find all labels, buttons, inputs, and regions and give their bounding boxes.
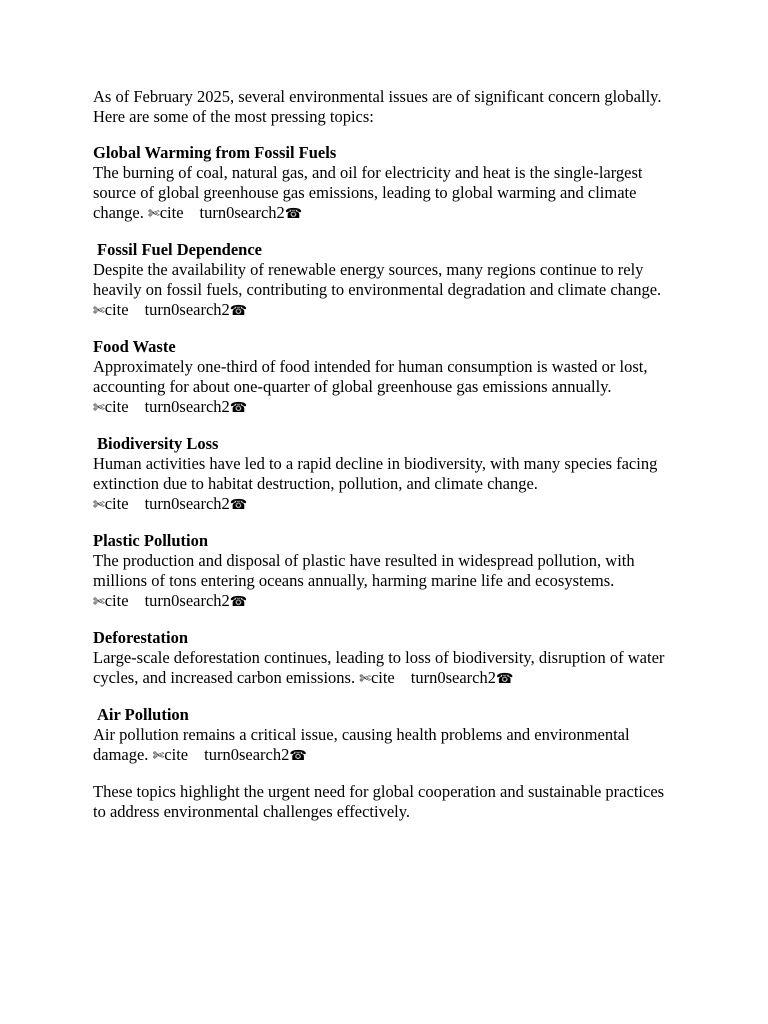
citation [93, 300, 247, 319]
scissors-icon: ✄ [93, 400, 105, 416]
cite-source: turn0search2 [144, 300, 230, 319]
section-text [93, 357, 673, 418]
phone-icon: ☎ [284, 206, 303, 222]
section-text [93, 260, 673, 321]
cite-word: cite [370, 668, 395, 687]
scissors-icon: ✄ [93, 303, 105, 319]
scissors-icon: ✄ [147, 206, 160, 222]
phone-icon: ☎ [229, 400, 248, 416]
section-body: Human activities have led to a rapid decline in biodiversity, with many species facing extinction due to habitat destruction, pollution, and climate change. [93, 454, 658, 493]
section-plastic-pollution [93, 531, 673, 612]
scissors-icon: ✄ [93, 594, 105, 610]
intro-paragraph: As of February 2025, several environmental issues are of significant concern globally. Here are some of the most pressing topics: [93, 87, 662, 126]
cite-source: turn0search2 [144, 494, 230, 513]
citation [148, 203, 302, 222]
section-text [93, 454, 673, 515]
citation [93, 397, 247, 416]
section-global-warming [93, 143, 673, 224]
section-fossil-fuel-dependence [93, 240, 673, 321]
phone-icon: ☎ [495, 671, 514, 687]
phone-icon: ☎ [289, 748, 307, 764]
phone-icon: ☎ [229, 594, 248, 610]
cite-word: cite [104, 300, 129, 319]
cite-word: cite [104, 591, 129, 610]
section-heading: Plastic Pollution [93, 531, 209, 550]
section-body: Air pollution remains a critical issue, causing health problems and environmental damage. [93, 725, 630, 764]
section-text [93, 725, 673, 766]
section-body: The burning of coal, natural gas, and oil for electricity and heat is the single-largest source of global greenhouse gas emissions, leading to global warming and climate change. [93, 163, 643, 222]
cite-source: turn0search2 [144, 397, 230, 416]
section-air-pollution [93, 705, 673, 766]
section-heading: Fossil Fuel Dependence [97, 240, 262, 259]
section-deforestation [93, 628, 673, 689]
cite-word: cite [104, 397, 129, 416]
section-body: Despite the availability of renewable energy sources, many regions continue to rely heavily on fossil fuels, contributing to environmental degradation and climate change. [93, 260, 662, 299]
cite-source: turn0search2 [144, 591, 230, 610]
cite-source: turn0search2 [204, 745, 290, 764]
scissors-icon: ✄ [152, 748, 165, 764]
cite-word: cite [164, 745, 189, 764]
section-body: Large-scale deforestation continues, leading to loss of biodiversity, disruption of water cycles, and increased carbon emissions. [93, 648, 665, 687]
scissors-icon: ✄ [93, 497, 105, 513]
phone-icon: ☎ [229, 497, 248, 513]
phone-icon: ☎ [229, 303, 248, 319]
section-body: Approximately one-third of food intended for human consumption is wasted or lost, accounting for about one-quarter of global greenhouse gas emissions annually. [93, 357, 648, 396]
citation [359, 668, 513, 687]
section-heading: Global Warming from Fossil Fuels [93, 143, 337, 162]
section-text [93, 551, 673, 612]
section-heading: Deforestation [93, 628, 189, 647]
citation [93, 494, 247, 513]
section-heading: Air Pollution [97, 705, 189, 724]
citation [93, 591, 247, 610]
section-body: The production and disposal of plastic have resulted in widespread pollution, with millions of tons entering oceans annually, harming marine life and ecosystems. [93, 551, 635, 590]
cite-word: cite [159, 203, 184, 222]
section-text [93, 648, 673, 689]
section-biodiversity-loss [93, 434, 673, 515]
section-text [93, 163, 673, 224]
citation [153, 745, 307, 764]
cite-source: turn0search2 [199, 203, 285, 222]
cite-word: cite [104, 494, 129, 513]
scissors-icon: ✄ [359, 671, 371, 687]
section-food-waste [93, 337, 673, 418]
conclusion-paragraph: These topics highlight the urgent need for global cooperation and sustainable practices to address environmental challenges effectively. [93, 782, 665, 821]
cite-source: turn0search2 [410, 668, 496, 687]
section-heading: Food Waste [93, 337, 176, 356]
document-body [93, 87, 673, 838]
section-heading: Biodiversity Loss [97, 434, 219, 453]
